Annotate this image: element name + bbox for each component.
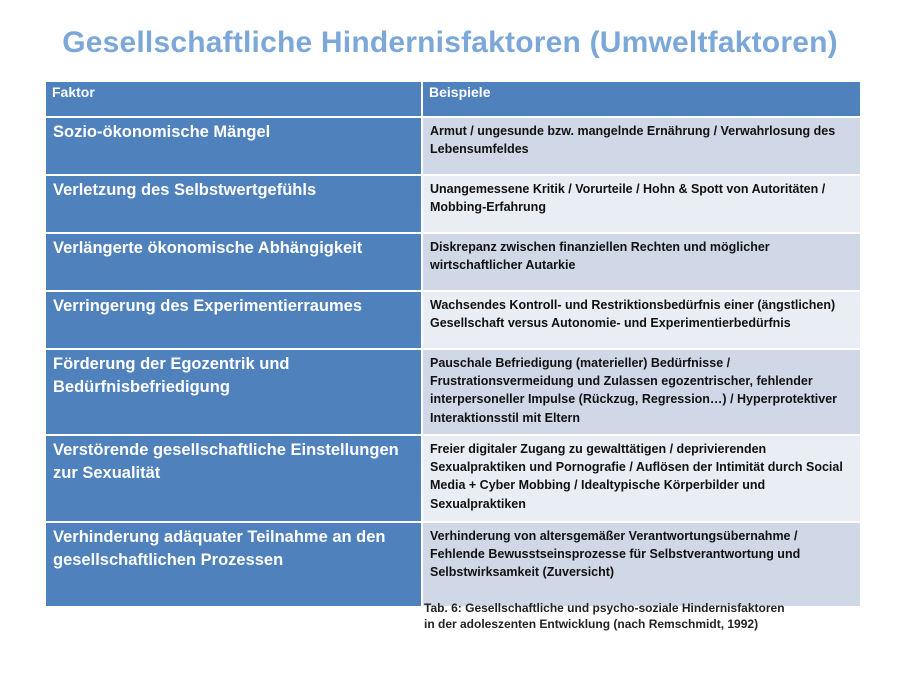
factor-cell: Verletzung des Selbstwertgefühls bbox=[46, 176, 421, 234]
example-cell: Unangemessene Kritik / Vorurteile / Hohn & Spott von Autoritäten / Mobbing-Erfahrung bbox=[421, 176, 860, 234]
column-header-examples: Beispiele bbox=[421, 82, 860, 118]
table-row bbox=[46, 118, 860, 176]
table-row bbox=[46, 436, 860, 523]
table-row bbox=[46, 176, 860, 234]
table-row bbox=[46, 523, 860, 608]
caption-line-1: Tab. 6: Gesellschaftliche und psycho-soziale Hindernisfaktoren bbox=[424, 601, 785, 615]
table-row bbox=[46, 292, 860, 350]
factor-cell: Verringerung des Experimentierraumes bbox=[46, 292, 421, 350]
table-row bbox=[46, 350, 860, 436]
example-cell: Verhinderung von altersgemäßer Verantwortungsübernahme / Fehlende Bewusstseinsprozesse für Selbstverantwortung und Selbstwirksamkeit (Zuversicht) bbox=[421, 523, 860, 608]
table-header-row bbox=[46, 82, 860, 118]
factor-cell: Verhinderung adäquater Teilnahme an den gesellschaftlichen Prozessen bbox=[46, 523, 421, 608]
example-cell: Armut / ungesunde bzw. mangelnde Ernährung / Verwahrlosung des Lebensumfeldes bbox=[421, 118, 860, 176]
page-title: Gesellschaftliche Hindernisfaktoren (Umweltfaktoren) bbox=[62, 26, 838, 59]
example-cell: Wachsendes Kontroll- und Restriktionsbedürfnis einer (ängstlichen) Gesellschaft versus Autonomie- und Experimentierbedürfnis bbox=[421, 292, 860, 350]
column-header-factor: Faktor bbox=[46, 82, 421, 118]
factor-cell: Sozio-ökonomische Mängel bbox=[46, 118, 421, 176]
example-cell: Diskrepanz zwischen finanziellen Rechten und möglicher wirtschaftlicher Autarkie bbox=[421, 234, 860, 292]
example-cell: Pauschale Befriedigung (materieller) Bedürfnisse / Frustrationsvermeidung und Zulassen egozentrischer, fehlender interpersoneller Impulse (Rückzug, Regression…) / Hyperprotektiver Interaktionsstil mit Eltern bbox=[421, 350, 860, 436]
factor-cell: Verstörende gesellschaftliche Einstellungen zur Sexualität bbox=[46, 436, 421, 523]
table-row bbox=[46, 234, 860, 292]
table-caption bbox=[424, 600, 844, 632]
factor-cell: Förderung der Egozentrik und Bedürfnisbefriedigung bbox=[46, 350, 421, 436]
caption-line-2: in der adoleszenten Entwicklung (nach Remschmidt, 1992) bbox=[424, 617, 759, 631]
factors-table bbox=[46, 82, 860, 608]
factor-cell: Verlängerte ökonomische Abhängigkeit bbox=[46, 234, 421, 292]
example-cell: Freier digitaler Zugang zu gewalttätigen / deprivierenden Sexualpraktiken und Pornografie / Auflösen der Intimität durch Social Media + Cyber Mobbing / Idealtypische Körperbilder und Sexualpraktiken bbox=[421, 436, 860, 523]
